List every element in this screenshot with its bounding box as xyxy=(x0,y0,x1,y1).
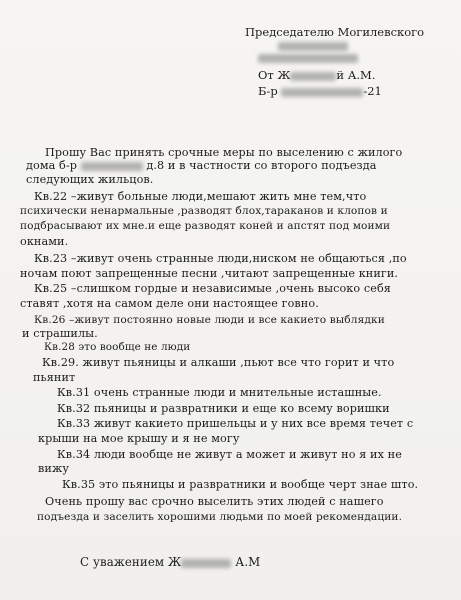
body-line: подбрасывают их мне.и еще разводят коней и апстят под моими xyxy=(20,220,391,232)
sender-line: От Ж й А.М. xyxy=(258,68,376,82)
body-line: ставят ,хотя на самом деле они настоящее говно. xyxy=(20,297,319,310)
body-line: психически ненармальные ,разводят блох,тараканов и клопов и xyxy=(20,205,388,217)
body-line: Кв.28 это вообще не люди xyxy=(44,341,191,353)
body-line: Кв.33 живут какието пришельцы и у них все время течет с xyxy=(57,417,414,430)
body-line: следующих жильцов. xyxy=(26,173,154,186)
body-line: крыши на мое крышу и я не могу xyxy=(38,432,240,445)
body-line: Кв.23 –живут очень странные люди,ниском не общаються ,по xyxy=(34,252,407,265)
body-line: Кв.31 очень странные люди и мнительные исташные. xyxy=(57,386,382,399)
body-line: Кв.35 это пьяницы и развратники и вообще черт знае што. xyxy=(62,478,419,491)
body-line: Кв.26 –живут постоянно новые люди и все какието выблядки xyxy=(34,314,385,326)
body-line: ночам поют запрещенные песни ,читают запрещенные книги. xyxy=(20,267,399,280)
redaction-blur xyxy=(290,72,336,81)
redaction-blur xyxy=(281,88,363,97)
body-line: Кв.25 –слишком гордые и независимые ,очень высоко себя xyxy=(34,282,391,295)
body-line: окнами. xyxy=(20,235,69,248)
body-line: вижу xyxy=(38,462,70,475)
body-line: пьянит xyxy=(33,371,76,384)
address-line: Б-р -21 xyxy=(258,84,382,98)
body-line: и страшилы. xyxy=(22,327,98,340)
redaction-blur xyxy=(278,42,348,51)
signature-line: С уважением Ж А.М xyxy=(80,555,261,569)
body-line: подъезда и заселить хорошими людьми по моей рекомендации. xyxy=(37,511,403,523)
body-line: Кв.29. живут пьяницы и алкаши ,пьют все что горит и что xyxy=(42,356,395,369)
redaction-blur xyxy=(258,54,358,63)
redacted-recipient-1 xyxy=(278,40,348,52)
body-line: Кв.22 –живут больные люди,мешают жить мне тем,что xyxy=(34,190,367,203)
redaction-blur xyxy=(81,162,143,171)
body-line: Кв.34 люди вообще не живут а может и живут но я их не xyxy=(57,448,402,461)
redaction-blur xyxy=(181,559,231,568)
body-line: Прошу Вас принять срочные меры по выселению с жилого xyxy=(45,146,403,159)
body-line: Очень прошу вас срочно выселить этих людей с нашего xyxy=(45,495,384,508)
body-line: дома б-р д.8 и в частности со второго подъезда xyxy=(26,159,377,172)
redacted-recipient-2 xyxy=(258,52,358,64)
body-line: Кв.32 пьяницы и развратники и еще ко всему воришки xyxy=(57,402,390,415)
recipient-line: Председателю Могилевского xyxy=(245,25,425,39)
